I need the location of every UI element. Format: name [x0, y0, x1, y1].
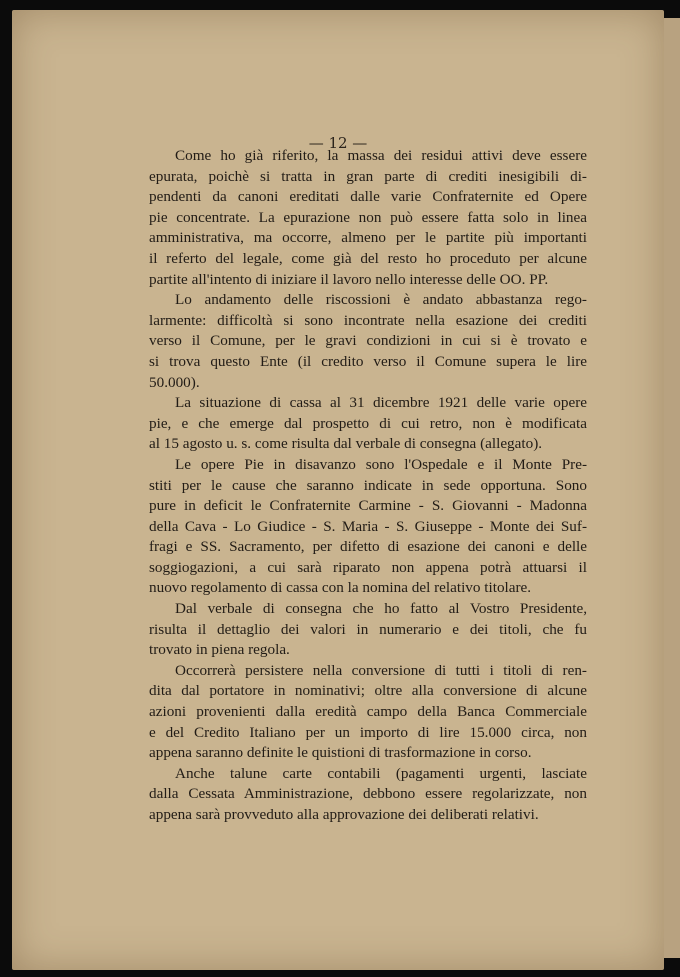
text-line: La situazione di cassa al 31 dicembre 1921 delle varie opere: [175, 394, 587, 412]
text-line: partite all'intento di iniziare il lavoro nello interesse delle OO. PP.: [149, 270, 549, 288]
text-line: il referto del legale, come già del resto ho proceduto per alcune: [149, 249, 587, 267]
text-line: Come ho già riferito, la massa dei residui attivi deve essere: [175, 147, 587, 164]
paragraph: [149, 661, 587, 764]
text-line: pie concentrate. La epurazione non può essere fatta solo in linea: [149, 208, 587, 226]
text-line: dalla Cessata Amministrazione, debbono essere regolarizzate, non: [149, 785, 587, 803]
text-line: larmente: difficoltà si sono incontrate nella esazione dei crediti: [149, 311, 587, 329]
text-line: trovato in piena regola.: [149, 641, 290, 659]
text-line: fragi e SS. Sacramento, per difetto di esazione dei canoni e delle: [149, 538, 587, 556]
paragraph: [149, 393, 587, 455]
text-line: e del Credito Italiano per un importo di lire 15.000 circa, non: [149, 723, 587, 741]
text-line: pie, e che emerge dal prospetto di cui retro, non è modificata: [149, 414, 587, 432]
text-line: risulta il dettaglio dei valori in numerario e dei titoli, che fu: [149, 620, 587, 638]
text-line: Occorrerà persistere nella conversione di tutti i titoli di ren-: [175, 661, 587, 679]
text-line: al 15 agosto u. s. come risulta dal verbale di consegna (allegato).: [149, 435, 543, 453]
text-line: Dal verbale di consegna che ho fatto al Vostro Presidente,: [175, 600, 587, 618]
text-line: pure in deficit le Confraternite Carmine - S. Giovanni - Madonna: [149, 497, 587, 515]
paragraph: [149, 290, 587, 393]
text-line: si trova questo Ente (il credito verso il Comune supera le lire: [149, 352, 587, 370]
text-line: nuovo regolamento di cassa con la nomina del relativo titolare.: [149, 579, 532, 597]
paragraph: [149, 764, 587, 826]
text-line: dita dal portatore in nominativi; oltre alla conversione di alcune: [149, 682, 587, 700]
text-line: pendenti da canoni ereditati dalle varie Confraternite ed Opere: [149, 188, 587, 206]
body-text: [149, 146, 587, 826]
text-line: stiti per le cause che saranno indicate in sede opportuna. Sono: [149, 476, 587, 494]
text-line: Lo andamento delle riscossioni è andato abbastanza rego-: [175, 291, 587, 309]
text-line: verso il Comune, per le gravi condizioni in cui si è trovato e: [149, 332, 587, 350]
paragraph: [149, 146, 587, 290]
paragraph: [149, 599, 587, 661]
text-line: della Cava - Lo Giudice - S. Maria - S. Giuseppe - Monte dei Suf-: [149, 517, 587, 535]
text-line: epurata, poichè si tratta in gran parte di crediti inesigibili di-: [149, 167, 587, 185]
text-line: appena sarà provveduto alla approvazione dei deliberati relativi.: [149, 806, 539, 823]
next-page-edge: [664, 18, 680, 958]
text-line: appena saranno definite le quistioni di trasformazione in corso.: [149, 744, 532, 762]
text-line: amministrativa, ma occorre, almeno per le partite più importanti: [149, 229, 587, 247]
text-line: Le opere Pie in disavanzo sono l'Ospedale e il Monte Pre-: [175, 455, 587, 473]
text-line: soggiogazioni, a cui sarà riparato non appena potrà attuarsi il: [149, 558, 587, 576]
text-line: 50.000).: [149, 373, 200, 391]
text-line: Anche talune carte contabili (pagamenti urgenti, lasciate: [175, 764, 587, 782]
page-number: — 12 —: [308, 134, 368, 152]
paragraph: [149, 455, 587, 599]
text-line: azioni provenienti dalla eredità campo della Banca Commerciale: [149, 703, 587, 721]
